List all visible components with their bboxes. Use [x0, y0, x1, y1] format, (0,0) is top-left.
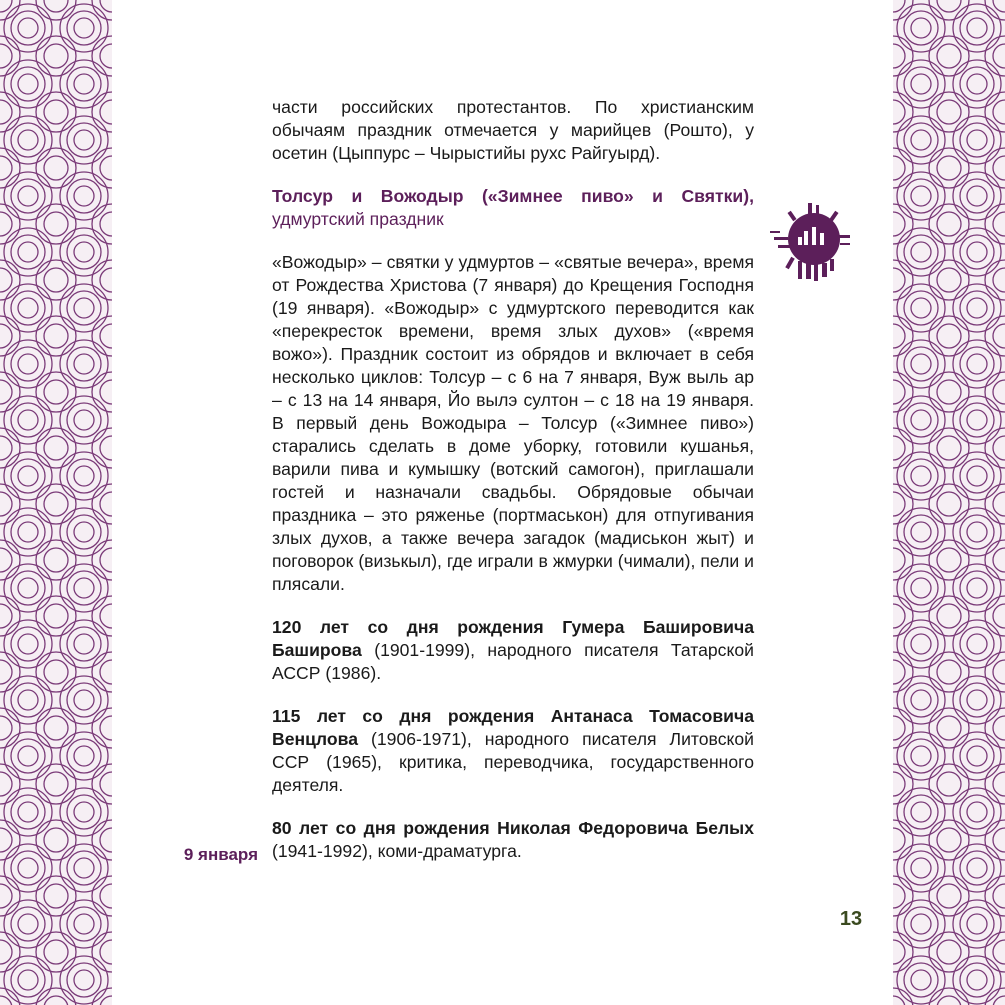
date-label: 9 января — [183, 845, 258, 864]
holiday-heading — [272, 185, 754, 231]
anniversary-bashirov — [272, 616, 754, 685]
anniversary-belykh — [272, 817, 754, 863]
holiday-subtitle: удмуртский праздник — [272, 209, 444, 229]
anniversary-ventslova-text: (1906-1971), народного писателя Литовской ССР (1965), критика, переводчика, государственного деятеля. — [272, 729, 754, 795]
anniversary-belykh-text: (1941-1992), коми-драматурга. — [272, 841, 522, 861]
page-number: 13 — [839, 908, 863, 930]
anniversary-ventslova-title: 115 лет со дня рождения Антанаса Томасовича Венцлова — [272, 706, 754, 749]
holiday-emblem-icon — [768, 201, 852, 283]
page-content — [272, 96, 754, 883]
paragraph-protestants: части российских протестантов. По христианским обычаям праздник отмечается у марийцев (Рошто), у осетин (Цыппурс – Чырыстийы рухс Райгуырд). — [272, 97, 754, 163]
left-ornament-border — [0, 0, 112, 1005]
anniversary-bashirov-text: (1901-1999), народного писателя Татарской АССР (1986). — [272, 640, 754, 683]
anniversary-ventslova — [272, 705, 754, 797]
anniversary-bashirov-title: 120 лет со дня рождения Гумера Башировича Баширова — [272, 617, 754, 660]
right-ornament-border — [893, 0, 1005, 1005]
paragraph-vozhodyr: «Вожодыр» – святки у удмуртов – «святые вечера», время от Рождества Христова (7 января) до Крещения Господня (19 января). «Вожодыр» с удмуртского переводится как «перекресток времени, время злых духов» («время вожо»). Праздник состоит из обрядов и включает в себя несколько циклов: Толсур – с 6 на 7 января, Вуж выль ар – с 13 на 14 января, Йо вылэ султон – с 18 на 19 января. В первый день Вожодыра – Толсур («Зимнее пиво») старались сделать в доме уборку, готовили кушанья, варили пива и кумышку (вотский самогон), приглашали гостей и назначали свадьбы. Обрядовые обычаи праздника – это ряженье (портмаськон) для отпугивания злых духов, а также вечера загадок (мадиськон жыт) и поговорок (визькыл), где играли в жмурки (чимали), пели и плясали. — [272, 252, 754, 594]
anniversary-belykh-title: 80 лет со дня рождения Николая Федоровича Белых — [272, 818, 754, 838]
holiday-title: Толсур и Вожодыр («Зимнее пиво» и Святки), — [272, 186, 754, 206]
